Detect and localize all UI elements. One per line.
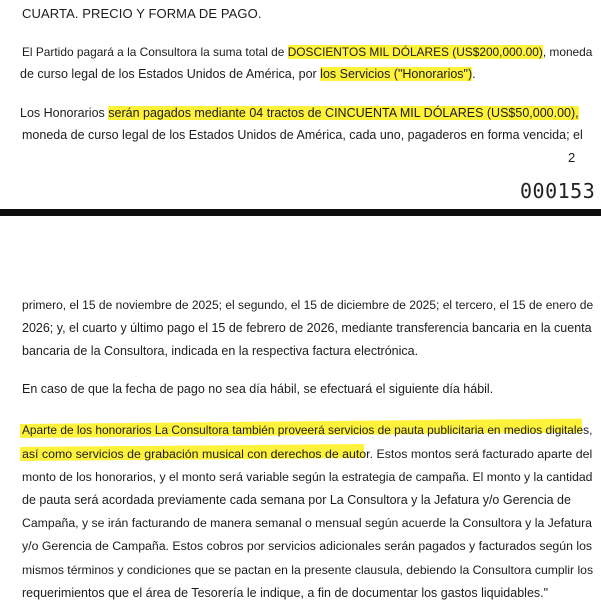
text-segment: Aparte de los honorarios La Consultora también proveerá servicios de pauta publicitaria en medios digitales, — [22, 423, 593, 437]
document-page-top — [0, 0, 601, 209]
highlighted-music-services: así como servicios de grabación musical con derechos de autor. — [22, 447, 374, 461]
additional-services-line-8: requerimientos que el área de Tesorería le indique, a fin de documentar los gastos liquidables." — [22, 586, 549, 600]
folio-stamp: 000153 — [520, 179, 596, 203]
highlighted-total-amount: DOSCIENTOS MIL DÓLARES (US$200,000.00) — [287, 45, 543, 59]
text-segment: Estos montos será facturado aparte del — [373, 447, 593, 461]
highlighted-services-term: los Servicios ("Honorarios") — [320, 67, 473, 81]
paragraph-price-line-2 — [20, 66, 476, 82]
text-segment: Los Honorarios — [20, 106, 109, 120]
text-segment: de curso legal de los Estados Unidos de América, por — [20, 67, 321, 81]
text-segment: , moneda — [542, 45, 593, 59]
text-segment: El Partido pagará a la Consultora la suma total de — [22, 45, 288, 59]
page-number: 2 — [568, 150, 576, 165]
additional-services-line-2 — [22, 446, 592, 462]
payment-dates-line-1: primero, el 15 de noviembre de 2025; el segundo, el 15 de diciembre de 2025; el tercero, el 15 de enero de — [22, 298, 594, 312]
highlighted-installments: serán pagados mediante 04 tractos de CINCUENTA MIL DÓLARES (US$50,000.00), — [108, 106, 579, 120]
payment-dates-line-2: 2026; y, el cuarto y último pago el 15 de febrero de 2026, mediante transferencia bancaria en la cuenta — [22, 321, 592, 335]
paragraph-installments-line-1 — [20, 105, 579, 121]
additional-services-line-5: Campaña, y se irán facturando de manera semanal o mensual según acuerde la Consultora y la Jefatura — [22, 516, 592, 530]
text-segment: . — [472, 67, 476, 81]
business-day-note: En caso de que la fecha de pago no sea día hábil, se efectuará el siguiente día hábil. — [22, 382, 494, 396]
clause-heading: CUARTA. PRECIO Y FORMA DE PAGO. — [22, 6, 262, 21]
additional-services-line-3: monto de los honorarios, y el monto será variable según la estrategia de campaña. El monto y la cantidad — [22, 470, 593, 484]
additional-services-line-6: y/o Gerencia de Campaña. Estos cobros por servicios adicionales serán pagados y facturados según los — [22, 539, 593, 553]
additional-services-line-1 — [22, 422, 592, 438]
paragraph-installments-line-2: moneda de curso legal de los Estados Unidos de América, cada uno, pagaderos en forma vencida; el — [22, 128, 583, 142]
paragraph-price-line-1 — [22, 44, 592, 60]
document-page-bottom — [0, 216, 601, 600]
additional-services-line-7: mismos términos y condiciones que se pactan en la presente clausula, debiendo la Consultora cumplir los — [22, 563, 594, 577]
payment-dates-line-3: bancaria de la Consultora, indicada en la respectiva factura electrónica. — [22, 344, 419, 358]
additional-services-line-4: de pauta será acordada previamente cada semana por La Consultora y la Jefatura y/o Gerencia de — [22, 493, 571, 507]
page-divider — [0, 209, 601, 216]
